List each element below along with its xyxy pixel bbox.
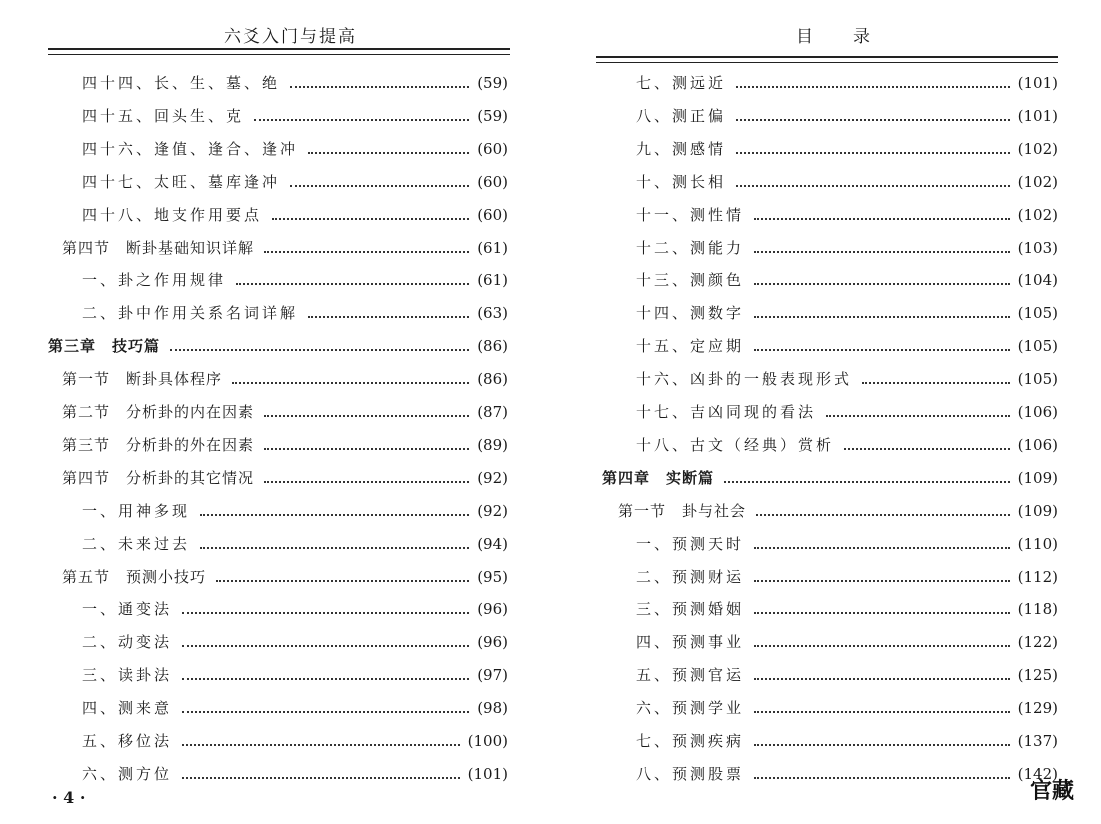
header-rule — [48, 48, 510, 50]
toc-entry-title: 十三、测颜色 — [636, 271, 745, 290]
toc-entry-title: 一、卦之作用规律 — [82, 271, 227, 290]
watermark-fade — [870, 785, 1030, 799]
toc-entry-title: 三、预测婚姻 — [636, 600, 745, 619]
dot-leader — [182, 744, 460, 746]
toc-entry — [618, 500, 1058, 524]
toc-entry-title: 十六、凶卦的一般表现形式 — [636, 370, 853, 389]
toc-entry — [636, 401, 1058, 425]
toc-entry-page: (105) — [1017, 370, 1058, 389]
dot-leader — [826, 415, 1010, 417]
toc-entry — [82, 138, 508, 162]
toc-entry-title: 七、预测疾病 — [636, 732, 745, 750]
toc-entry — [82, 598, 508, 622]
toc-entry — [636, 72, 1058, 96]
toc-entry-page: (87) — [477, 403, 508, 421]
toc-entry-page: (94) — [477, 534, 508, 553]
toc-entry-page: (61) — [477, 238, 508, 257]
toc-entry-page: (63) — [477, 304, 508, 323]
toc-entry-title: 第四节 分析卦的其它情况 — [62, 468, 255, 487]
header-rule — [596, 56, 1058, 58]
toc-entry — [82, 500, 508, 524]
right-page — [560, 0, 1101, 824]
toc-entry — [636, 566, 1058, 590]
toc-entry-page: (122) — [1017, 633, 1058, 652]
header-rule-thin — [48, 54, 510, 55]
toc-entry-page: (106) — [1017, 403, 1058, 421]
dot-leader — [754, 612, 1010, 614]
toc-entry-title: 九、测感情 — [636, 139, 727, 158]
dot-leader — [290, 86, 469, 88]
toc-entry-title: 六、预测学业 — [636, 699, 745, 718]
dot-leader — [736, 152, 1010, 154]
toc-entry — [62, 467, 508, 491]
toc-entry-title: 十七、吉凶同现的看法 — [636, 403, 817, 421]
toc-entry — [82, 204, 508, 228]
toc-entry-title: 四、预测事业 — [636, 633, 745, 652]
toc-entry-page: (118) — [1017, 600, 1058, 619]
toc-entry — [636, 138, 1058, 162]
toc-entry — [82, 730, 508, 754]
running-header: 六爻入门与提高 — [224, 27, 357, 47]
toc-entry-page: (98) — [477, 699, 508, 718]
dot-leader — [754, 744, 1010, 746]
toc-entry-title: 十二、测能力 — [636, 238, 745, 257]
toc-entry — [48, 335, 508, 359]
toc-entry-page: (92) — [477, 501, 508, 520]
toc-entry-title: 四十四、长、生、墓、绝 — [82, 74, 281, 92]
toc-entry — [636, 434, 1058, 458]
dot-leader — [264, 415, 469, 417]
dot-leader — [308, 152, 469, 154]
toc-entry-page: (60) — [477, 205, 508, 224]
toc-entry — [82, 533, 508, 557]
dot-leader — [754, 645, 1010, 647]
toc-entry-page: (59) — [477, 74, 508, 92]
dot-leader — [182, 645, 469, 647]
toc-entry — [62, 566, 508, 590]
toc-entry — [82, 763, 508, 787]
toc-entry-title: 一、用神多现 — [82, 501, 191, 520]
toc-entry-title: 第三节 分析卦的外在因素 — [62, 435, 255, 454]
dot-leader — [724, 481, 1010, 483]
dot-leader — [754, 316, 1010, 318]
toc-entry-title: 三、读卦法 — [82, 666, 173, 685]
toc-entry — [82, 72, 508, 96]
toc-entry-title: 八、测正偏 — [636, 106, 727, 125]
left-page — [0, 0, 540, 824]
toc-entry-page: (142) — [1017, 764, 1058, 783]
toc-entry-title: 第三章 技巧篇 — [48, 337, 161, 356]
dot-leader — [236, 283, 469, 285]
toc-entry — [82, 631, 508, 655]
toc-entry-page: (137) — [1017, 732, 1058, 750]
dot-leader — [200, 514, 469, 516]
toc-entry-title: 四十六、逢值、逢合、逢冲 — [82, 139, 299, 158]
dot-leader — [754, 218, 1010, 220]
toc-entry — [62, 434, 508, 458]
toc-entry-page: (59) — [477, 106, 508, 125]
toc-entry-page: (110) — [1017, 534, 1058, 553]
toc-entry-title: 五、预测官运 — [636, 666, 745, 685]
toc-entry-page: (60) — [477, 139, 508, 158]
toc-entry-page: (106) — [1017, 435, 1058, 454]
toc-entry-page: (105) — [1017, 337, 1058, 356]
toc-entry-page: (96) — [477, 633, 508, 652]
toc-entry-page: (101) — [1017, 106, 1058, 125]
header-rule-thin — [596, 62, 1058, 63]
toc-entry-page: (95) — [477, 567, 508, 586]
toc-entry-page: (109) — [1017, 468, 1058, 487]
toc-entry-title: 四十五、回头生、克 — [82, 106, 245, 125]
toc-entry-title: 第一节 卦与社会 — [618, 501, 747, 520]
toc-entry — [636, 105, 1058, 129]
watermark-text: 官藏 — [1030, 779, 1075, 804]
toc-entry-page: (104) — [1017, 271, 1058, 290]
running-header: 目 录 — [796, 27, 872, 47]
toc-entry-page: (101) — [1017, 74, 1058, 92]
dot-leader — [264, 251, 469, 253]
toc-entry — [82, 171, 508, 195]
toc-entry — [602, 467, 1058, 491]
toc-entry — [82, 697, 508, 721]
toc-entry-title: 第一节 断卦具体程序 — [62, 370, 223, 389]
toc-entry-page: (89) — [477, 435, 508, 454]
toc-entry — [636, 204, 1058, 228]
toc-entry — [62, 237, 508, 261]
toc-entry-title: 第四节 断卦基础知识详解 — [62, 238, 255, 257]
toc-entry-title: 十、测长相 — [636, 172, 727, 191]
toc-entry — [636, 664, 1058, 688]
toc-entry — [636, 269, 1058, 293]
toc-entry-title: 第四章 实断篇 — [602, 468, 715, 487]
toc-entry — [636, 598, 1058, 622]
toc-entry — [636, 763, 1058, 787]
dot-leader — [264, 448, 469, 450]
toc-entry-page: (92) — [477, 468, 508, 487]
dot-leader — [736, 86, 1010, 88]
toc-entry-page: (129) — [1017, 699, 1058, 718]
toc-entry-page: (102) — [1017, 139, 1058, 158]
dot-leader — [232, 382, 469, 384]
toc-entry — [82, 105, 508, 129]
toc-entry-page: (109) — [1017, 501, 1058, 520]
toc-entry-page: (100) — [467, 732, 508, 750]
toc-entry — [636, 631, 1058, 655]
dot-leader — [736, 119, 1010, 121]
dot-leader — [200, 547, 469, 549]
dot-leader — [754, 547, 1010, 549]
dot-leader — [254, 119, 469, 121]
toc-entry — [636, 533, 1058, 557]
toc-entry-title: 十五、定应期 — [636, 337, 745, 356]
toc-entry — [636, 697, 1058, 721]
toc-entry-title: 四、测来意 — [82, 699, 173, 718]
dot-leader — [754, 349, 1010, 351]
toc-entry-page: (86) — [477, 337, 508, 356]
dot-leader — [182, 678, 469, 680]
dot-leader — [182, 612, 469, 614]
toc-entry — [636, 730, 1058, 754]
dot-leader — [182, 711, 469, 713]
toc-entry-title: 二、未来过去 — [82, 534, 191, 553]
dot-leader — [290, 185, 469, 187]
toc-entry-page: (96) — [477, 600, 508, 619]
toc-entry-title: 一、通变法 — [82, 600, 173, 619]
toc-entry-title: 八、预测股票 — [636, 764, 745, 783]
toc-entry-title: 一、预测天时 — [636, 534, 745, 553]
toc-entry — [82, 664, 508, 688]
toc-entry — [636, 302, 1058, 326]
toc-entry-title: 四十八、地支作用要点 — [82, 205, 263, 224]
toc-entry-page: (112) — [1017, 567, 1058, 586]
toc-entry — [62, 401, 508, 425]
toc-entry-page: (86) — [477, 370, 508, 389]
toc-entry-title: 七、测远近 — [636, 74, 727, 92]
toc-entry-page: (105) — [1017, 304, 1058, 323]
toc-entry-title: 第五节 预测小技巧 — [62, 567, 207, 586]
dot-leader — [754, 678, 1010, 680]
toc-entry-page: (103) — [1017, 238, 1058, 257]
page-number: · 4 · — [52, 788, 86, 807]
dot-leader — [844, 448, 1010, 450]
toc-entry-title: 六、测方位 — [82, 764, 173, 783]
toc-entry-page: (61) — [477, 271, 508, 290]
toc-entry-page: (102) — [1017, 172, 1058, 191]
toc-entry-page: (101) — [467, 764, 508, 783]
toc-entry — [636, 368, 1058, 392]
toc-entry — [636, 335, 1058, 359]
dot-leader — [182, 777, 460, 779]
dot-leader — [754, 711, 1010, 713]
dot-leader — [754, 777, 1010, 779]
toc-entry-title: 二、卦中作用关系名词详解 — [82, 304, 299, 323]
toc-entry-title: 十一、测性情 — [636, 205, 745, 224]
toc-entry-title: 十四、测数字 — [636, 304, 745, 323]
toc-entry-title: 四十七、太旺、墓库逢冲 — [82, 172, 281, 191]
toc-entry — [636, 237, 1058, 261]
toc-entry-title: 第二节 分析卦的内在因素 — [62, 403, 255, 421]
toc-entry-title: 十八、古文（经典）赏析 — [636, 435, 835, 454]
toc-entry — [636, 171, 1058, 195]
toc-entry-title: 五、移位法 — [82, 732, 173, 750]
dot-leader — [862, 382, 1010, 384]
dot-leader — [754, 283, 1010, 285]
toc-entry-page: (97) — [477, 666, 508, 685]
toc-entry-title: 二、预测财运 — [636, 567, 745, 586]
toc-entry-page: (125) — [1017, 666, 1058, 685]
toc-entry — [82, 269, 508, 293]
dot-leader — [754, 251, 1010, 253]
dot-leader — [308, 316, 469, 318]
dot-leader — [272, 218, 469, 220]
dot-leader — [170, 349, 469, 351]
toc-entry-title: 二、动变法 — [82, 633, 173, 652]
dot-leader — [754, 580, 1010, 582]
toc-entry — [62, 368, 508, 392]
toc-entry-page: (102) — [1017, 205, 1058, 224]
dot-leader — [736, 185, 1010, 187]
dot-leader — [264, 481, 469, 483]
toc-entry — [82, 302, 508, 326]
dot-leader — [756, 514, 1010, 516]
dot-leader — [216, 580, 469, 582]
toc-entry-page: (60) — [477, 172, 508, 191]
